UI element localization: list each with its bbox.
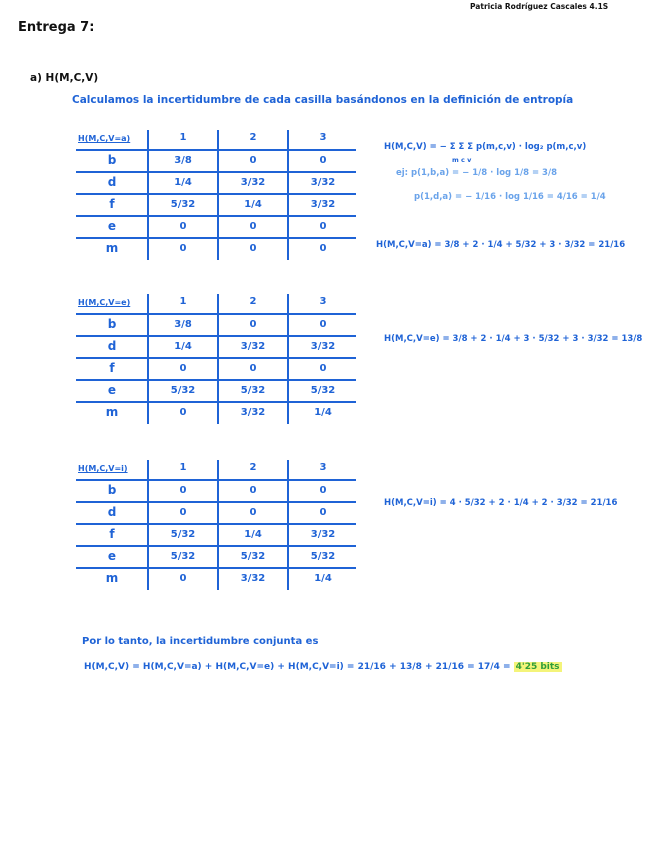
entropy-table-i <box>76 458 356 603</box>
table-cell: 0 <box>179 243 187 254</box>
table-cell: 3/32 <box>240 407 266 418</box>
table-cell: 0 <box>179 507 187 518</box>
table-cell: 0 <box>319 243 327 254</box>
table-cell: 0 <box>249 221 257 232</box>
table-row-label: m <box>105 241 119 255</box>
table-cell: 3/32 <box>240 177 266 188</box>
table-cell: 1/4 <box>244 529 262 540</box>
table-column-header: 1 <box>179 132 187 143</box>
intro-text: Calculamos la incertidumbre de cada casilla basándonos en la definición de entropía <box>72 94 574 106</box>
table-row-label: e <box>107 549 117 563</box>
example-2: p(1,d,a) = − 1/16 · log 1/16 = 4/16 = 1/4 <box>414 192 606 202</box>
table-cell: 0 <box>179 485 187 496</box>
table-column-header: 1 <box>179 462 187 473</box>
table-cell: 0 <box>249 319 257 330</box>
table-column-header: 2 <box>249 132 257 143</box>
table-cell: 5/32 <box>170 529 196 540</box>
table-row-label: d <box>107 339 117 353</box>
table-corner-label: H(M,C,V=e) <box>78 298 131 307</box>
table-column-header: 3 <box>319 132 327 143</box>
table-cell: 0 <box>249 363 257 374</box>
table-cell: 0 <box>319 319 327 330</box>
table-cell: 0 <box>319 485 327 496</box>
table-row-label: m <box>105 405 119 419</box>
table-cell: 3/32 <box>310 529 336 540</box>
table-cell: 0 <box>319 363 327 374</box>
table-column-header: 2 <box>249 462 257 473</box>
table-row-label: e <box>107 383 117 397</box>
table-row-label: d <box>107 505 117 519</box>
section-label: a) H(M,C,V) <box>30 72 99 84</box>
table-row-label: e <box>107 219 117 233</box>
entropy-definition: H(M,C,V) = − Σ Σ Σ p(m,c,v) · log₂ p(m,c,v) <box>384 142 587 152</box>
conclusion-text: Por lo tanto, la incertidumbre conjunta es <box>82 636 319 647</box>
table-cell: 0 <box>249 485 257 496</box>
table-cell: 1/4 <box>174 177 192 188</box>
table-cell: 0 <box>319 507 327 518</box>
page-title: Entrega 7: <box>18 20 95 35</box>
table-row-label: f <box>109 197 115 211</box>
entropy-definition-indices: m c v <box>452 156 472 164</box>
joint-entropy-result: 4'25 bits <box>515 662 560 672</box>
table-cell: 1/4 <box>174 341 192 352</box>
table-cell: 0 <box>179 573 187 584</box>
table-cell: 3/32 <box>310 177 336 188</box>
table-column-header: 2 <box>249 296 257 307</box>
table-column-header: 3 <box>319 296 327 307</box>
table-cell: 1/4 <box>314 407 332 418</box>
table-row-label: m <box>105 571 119 585</box>
table-cell: 3/32 <box>310 199 336 210</box>
table-cell: 5/32 <box>310 385 336 396</box>
table-row-label: f <box>109 527 115 541</box>
table-cell: 0 <box>179 407 187 418</box>
joint-entropy-sum: H(M,C,V) = H(M,C,V=a) + H(M,C,V=e) + H(M,C,V=i) = 21/16 + 13/8 + 21/16 = 17/4 = <box>84 662 514 672</box>
table-cell: 0 <box>179 363 187 374</box>
table-row-label: b <box>107 153 117 167</box>
table-cell: 5/32 <box>310 551 336 562</box>
table-cell: 3/32 <box>240 573 266 584</box>
table-cell: 3/8 <box>174 155 192 166</box>
conclusion-equation <box>84 662 562 672</box>
table-cell: 3/32 <box>240 341 266 352</box>
table-cell: 5/32 <box>170 385 196 396</box>
table-row-label: d <box>107 175 117 189</box>
entropy-table-e <box>76 292 356 437</box>
table-row-label: b <box>107 317 117 331</box>
table-column-header: 1 <box>179 296 187 307</box>
table-cell: 0 <box>319 155 327 166</box>
table-cell: 1/4 <box>314 573 332 584</box>
table-cell: 0 <box>319 221 327 232</box>
entropy-v-e: H(M,C,V=e) = 3/8 + 2 · 1/4 + 3 · 5/32 + 3 · 3/32 = 13/8 <box>384 334 643 344</box>
entropy-v-i: H(M,C,V=i) = 4 · 5/32 + 2 · 1/4 + 2 · 3/32 = 21/16 <box>384 498 618 508</box>
table-cell: 5/32 <box>170 551 196 562</box>
table-cell: 0 <box>249 243 257 254</box>
table-cell: 1/4 <box>244 199 262 210</box>
table-cell: 5/32 <box>170 199 196 210</box>
table-row-label: f <box>109 361 115 375</box>
example-1: ej: p(1,b,a) = − 1/8 · log 1/8 = 3/8 <box>396 168 557 178</box>
table-cell: 0 <box>249 507 257 518</box>
table-cell: 5/32 <box>240 385 266 396</box>
table-cell: 0 <box>249 155 257 166</box>
table-corner-label: H(M,C,V=a) <box>78 134 131 143</box>
table-cell: 3/32 <box>310 341 336 352</box>
table-column-header: 3 <box>319 462 327 473</box>
entropy-v-a: H(M,C,V=a) = 3/8 + 2 · 1/4 + 5/32 + 3 · 3/32 = 21/16 <box>376 240 626 250</box>
entropy-table-a <box>76 128 356 273</box>
table-corner-label: H(M,C,V=i) <box>78 464 128 473</box>
table-row-label: b <box>107 483 117 497</box>
table-cell: 0 <box>179 221 187 232</box>
table-cell: 3/8 <box>174 319 192 330</box>
table-cell: 5/32 <box>240 551 266 562</box>
author-header: Patricia Rodríguez Cascales 4.1S <box>470 2 609 11</box>
